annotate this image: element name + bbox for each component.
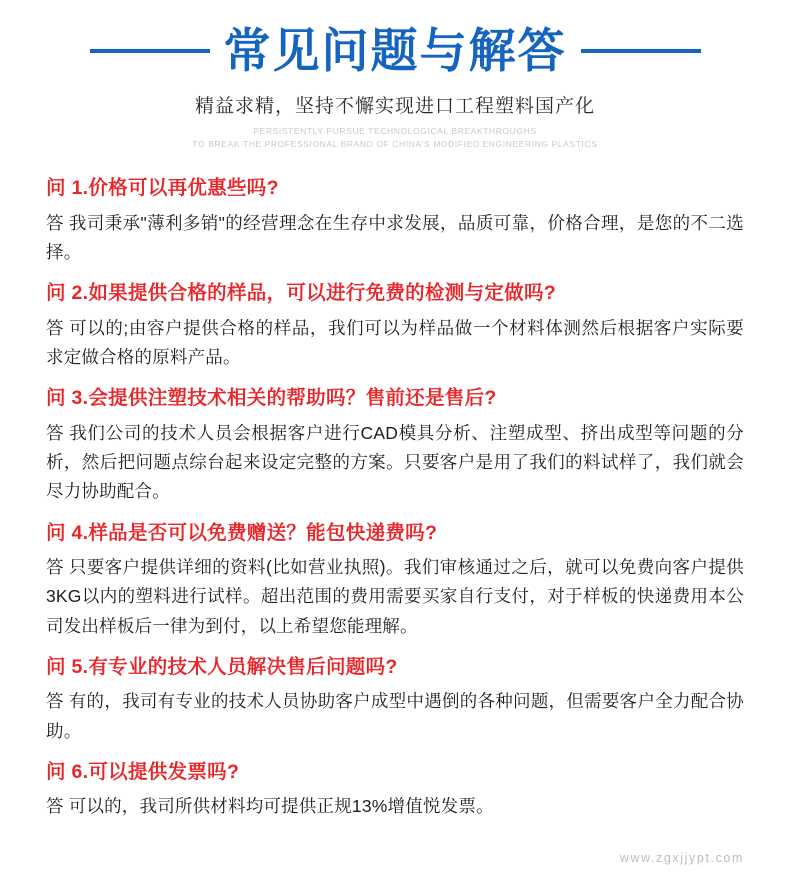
faq-answer-text: 可以的;由容户提供合格的样品，我们可以为样品做一个材料体测然后根据客户实际要求定做合格的原料产品。 (46, 317, 744, 367)
page-title: 常见问题与解答 (223, 24, 567, 77)
faq-answer-text: 只要客户提供详细的资料(比如营业执照)。我们审核通过之后，就可以免费向客户提供3KG以内的塑料进行试样。超出范围的费用需要买家自行支付，对于样板的快递费用本公司发出样板后一律为到付，以上希望您能理解。 (46, 556, 745, 636)
subtitle-english-line-2: TO BREAK THE PROFESSIONAL BRAND OF CHINA'S MODIFIED ENGINEERING PLASTICS (192, 138, 598, 149)
title-rule-left (90, 49, 210, 53)
faq-item (46, 653, 744, 746)
faq-answer (46, 553, 744, 641)
page-subtitle: 精益求精，坚持不懈实现进口工程塑料国产化 (194, 95, 595, 117)
title-row (46, 26, 744, 77)
faq-item (46, 279, 744, 372)
page-header (46, 0, 744, 150)
faq-question: 问 2.如果提供合格的样品，可以进行免费的检测与定做吗? (46, 282, 556, 305)
faq-answer-label: 答 (46, 691, 64, 712)
faq-list (46, 174, 744, 822)
faq-item (46, 519, 744, 641)
faq-answer (46, 419, 744, 507)
faq-answer-text: 我们公司的技术人员会根据客户进行CAD模具分析、注塑成型、挤出成型等问题的分析，然后把问题点综台起来设定完整的方案。只要客户是用了我们的料试样了，我们就会尽力协助配合。 (46, 422, 745, 502)
faq-answer-label: 答 (46, 317, 65, 338)
faq-item (46, 384, 744, 506)
watermark: www.zgxjjypt.com (619, 851, 744, 865)
faq-item (46, 174, 744, 267)
faq-answer (46, 687, 744, 746)
faq-answer (46, 314, 744, 373)
faq-answer-text: 我司秉承"薄利多销"的经营理念在生存中求发展，品质可靠，价格合理，是您的不二选择。 (46, 212, 744, 262)
faq-question: 问 5.有专业的技术人员解决售后问题吗? (46, 656, 398, 679)
title-rule-right (581, 49, 701, 53)
faq-answer (46, 792, 744, 821)
subtitle-english-line-1: PERSISTENTLY PURSUE TECHNOLOGICAL BREAKTHROUGHS (253, 125, 537, 136)
page-subtitle-english (46, 125, 744, 151)
faq-answer-label: 答 (46, 212, 64, 233)
faq-answer-label: 答 (46, 796, 64, 817)
faq-question: 问 4.样品是否可以免费赠送？能包快递费吗? (46, 521, 438, 544)
faq-answer (46, 209, 744, 268)
faq-question: 问 3.会提供注塑技术相关的帮助吗？售前还是售后? (46, 387, 497, 410)
faq-answer-text: 可以的，我司所供材料均可提供正规13%增值悦发票。 (68, 796, 494, 817)
faq-answer-label: 答 (46, 422, 65, 443)
faq-question: 问 6.可以提供发票吗? (46, 761, 240, 784)
faq-answer-label: 答 (46, 556, 64, 577)
faq-item (46, 758, 744, 822)
faq-question: 问 1.价格可以再优惠些吗? (46, 177, 279, 200)
faq-answer-text: 有的，我司有专业的技术人员协助客户成型中遇倒的各种问题，但需要客户全力配合协助。 (46, 691, 744, 741)
